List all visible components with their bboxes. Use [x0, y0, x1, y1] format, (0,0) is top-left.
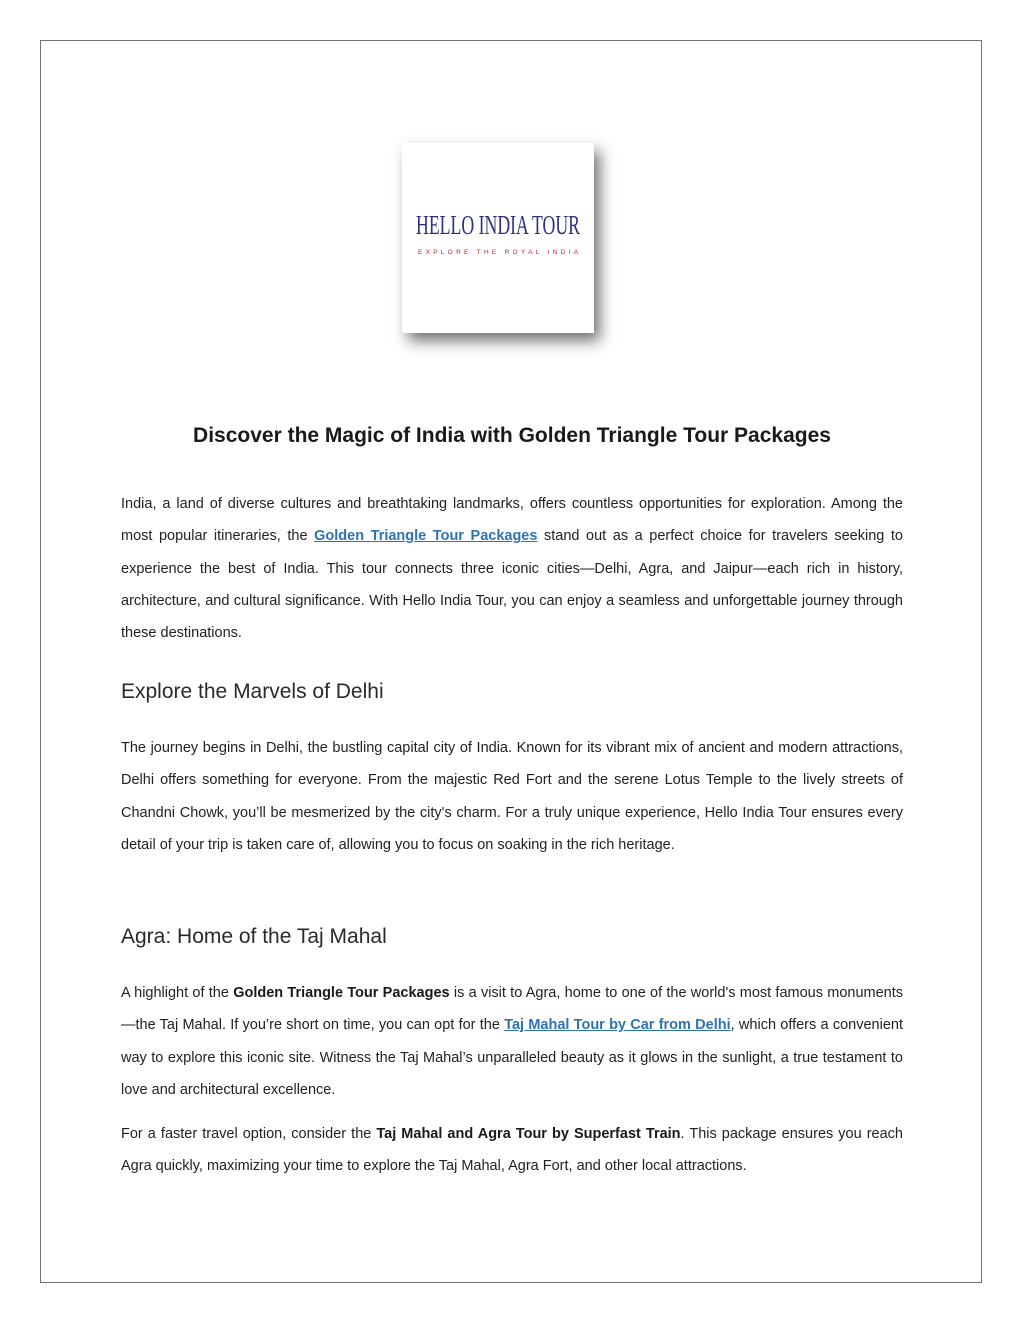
agra-paragraph-2 — [121, 1118, 903, 1183]
agra-heading: Agra: Home of the Taj Mahal — [121, 925, 387, 948]
agra-p1-text-3: , which offers a convenient way to explore this iconic site. Witness the Taj Mahal’s unparalleled beauty as it glows in the sunlight, a true testament to love and architectural excellence. — [121, 1017, 903, 1098]
superfast-train-bold: Taj Mahal and Agra Tour by Superfast Train — [376, 1126, 681, 1142]
golden-triangle-link[interactable]: Golden Triangle Tour Packages — [314, 528, 538, 545]
page-title: Discover the Magic of India with Golden Triangle Tour Packages — [193, 424, 831, 447]
delhi-paragraph: The journey begins in Delhi, the bustling capital city of India. Known for its vibrant mix of ancient and modern attractions, Delhi offers something for everyone. From the majestic Red Fort and the serene Lotus Temple to the lively streets of Chandni Chowk, you’ll be mesmerized by the city's charm. For a truly unique experience, Hello India Tour ensures every detail of your trip is taken care of, allowing you to focus on soaking in the rich heritage. — [121, 740, 903, 853]
intro-text-2: stand out as a perfect choice for travelers seeking to experience the best of India. This tour connects three iconic cities—Delhi, Agra, and Jaipur—each rich in history, architecture, and cultural significance. With Hello India Tour, you can enjoy a seamless and unforgettable journey through these destinations. — [121, 528, 903, 642]
agra-p1-text-1: A highlight of the — [121, 985, 234, 1001]
agra-paragraph-1 — [121, 977, 903, 1106]
hello-india-tour-logo — [402, 143, 594, 333]
agra-p2-text-2: . This package ensures you reach Agra quickly, maximizing your time to explore the Taj Mahal, Agra Fort, and other local attractions. — [121, 1126, 903, 1175]
agra-p1-text-2: is a visit to Agra, home to one of the world's most famous monuments—the Taj Mahal. If you’re short on time, you can opt for the — [121, 985, 904, 1034]
logo-brand-text: HELLO INDIA TOUR — [416, 210, 580, 240]
intro-text-1: India, a land of diverse cultures and breathtaking landmarks, offers countless opportunities for exploration. Among the most popular itineraries, the — [121, 496, 903, 545]
logo-card — [402, 143, 594, 333]
golden-triangle-bold: Golden Triangle Tour Packages — [233, 985, 450, 1001]
intro-paragraph — [121, 488, 903, 649]
delhi-heading: Explore the Marvels of Delhi — [121, 680, 384, 703]
taj-mahal-car-link[interactable]: Taj Mahal Tour by Car from Delhi — [504, 1017, 731, 1034]
agra-p2-text-1: For a faster travel option, consider the — [121, 1126, 377, 1142]
logo-tagline: EXPLORE THE ROYAL INDIA — [418, 249, 578, 256]
